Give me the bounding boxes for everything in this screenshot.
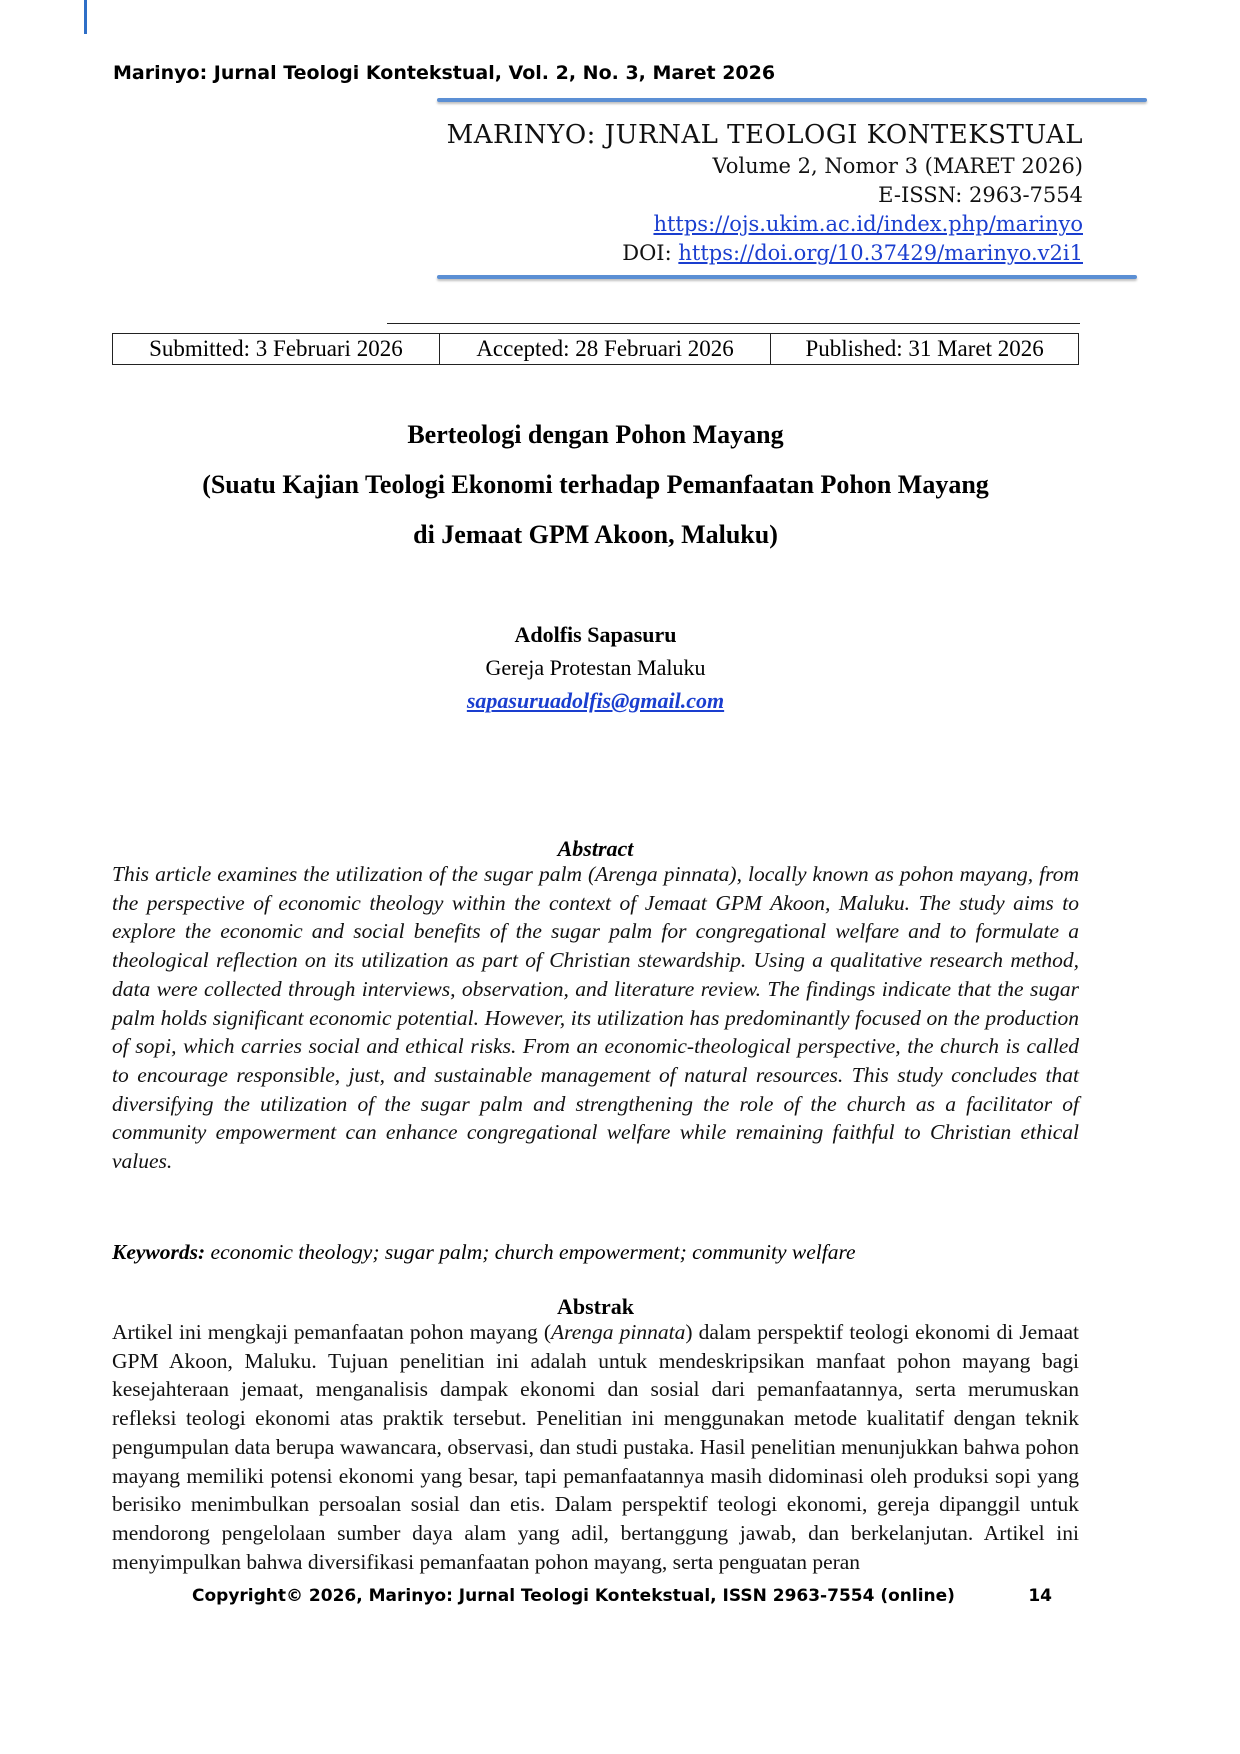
running-head: Marinyo: Jurnal Teologi Kontekstual, Vol. 2, No. 3, Maret 2026 xyxy=(113,62,776,84)
journal-title: MARINYO: JURNAL TEOLOGI KONTEKSTUAL xyxy=(446,120,1083,150)
masthead-bottom-rule xyxy=(437,275,1137,279)
journal-eissn: E-ISSN: 2963-7554 xyxy=(878,183,1083,207)
doi-link[interactable]: https://doi.org/10.37429/marinyo.v2i1 xyxy=(678,241,1083,265)
article-title-line-1: Berteologi dengan Pohon Mayang xyxy=(407,420,784,449)
article-title xyxy=(112,410,1079,560)
page-footer xyxy=(192,1586,1052,1606)
keywords xyxy=(112,1240,1079,1265)
keywords-label: Keywords: xyxy=(112,1240,206,1264)
corner-accent-bar xyxy=(84,0,87,34)
author-block xyxy=(112,618,1079,717)
masthead-top-rule xyxy=(437,98,1147,102)
submission-dates-table xyxy=(112,333,1079,365)
page-number: 14 xyxy=(1028,1586,1052,1606)
abstract-en-text: This article examines the utilization of the sugar palm (Arenga pinnata), locally known as pohon mayang, from the perspective of economic theology within the context of Jemaat GPM Akoon, Maluku. The study aims to explore the economic and social benefits of the sugar palm for congregational welfare and to formulate a theological reflection on its utilization as part of Christian stewardship. Using a qualitative research method, data were collected through interviews, observation, and literature review. The findings indicate that the sugar palm holds significant economic potential. However, its utilization has predominantly focused on the production of sopi, which carries social and ethical risks. From an economic-theological perspective, the church is called to encourage responsible, just, and sustainable management of natural resources. This study concludes that diversifying the utilization of the sugar palm and strengthening the role of the church as a facilitator of community empowerment can enhance congregational welfare while remaining faithful to Christian ethical values. xyxy=(112,862,1079,1174)
abstract-id-heading: Abstrak xyxy=(556,1294,634,1319)
article-title-line-3: di Jemaat GPM Akoon, Maluku) xyxy=(413,520,778,549)
masthead xyxy=(447,118,1083,268)
abstract-id-text-part-1: Artikel ini mengkaji pemanfaatan pohon mayang ( xyxy=(112,1320,552,1344)
footer-copyright: Copyright© 2026, Marinyo: Jurnal Teologi Kontekstual, ISSN 2963-7554 (online) xyxy=(192,1586,955,1606)
journal-url-link[interactable]: https://ojs.ukim.ac.id/index.php/marinyo xyxy=(653,212,1083,236)
abstract-id-text-part-2: ) dalam perspektif teologi ekonomi di Jemaat GPM Akoon, Maluku. Tujuan penelitian ini adalah untuk mendeskripsikan manfaat pohon mayang bagi kesejahteraan jemaat, menganalisis dampak ekonomi dan sosial dari pemanfaatannya, serta merumuskan refleksi teologi ekonomi atas praktik tersebut. Penelitian ini menggunakan metode kualitatif dengan teknik pengumpulan data berupa wawancara, observasi, dan studi pustaka. Hasil penelitian menunjukkan bahwa pohon mayang memiliki potensi ekonomi yang besar, tapi pemanfaatannya masih didominasi oleh produksi sopi yang berisiko menimbulkan persoalan sosial dan etis. Dalam perspektif teologi ekonomi, gereja dipanggil untuk mendorong pengelolaan sumber daya alam yang adil, bertanggung jawab, dan berkelanjutan. Artikel ini menyimpulkan bahwa diversifikasi pemanfaatan pohon mayang, serta penguatan peran xyxy=(112,1320,1080,1574)
separator-line xyxy=(387,323,1080,324)
author-affiliation: Gereja Protestan Maluku xyxy=(485,655,706,680)
accepted-date: Accepted: 28 Februari 2026 xyxy=(439,334,770,365)
abstract-id-species: Arenga pinnata xyxy=(551,1320,686,1344)
abstract-id-text xyxy=(112,1318,1079,1576)
published-date: Published: 31 Maret 2026 xyxy=(771,334,1079,365)
journal-volume: Volume 2, Nomor 3 (MARET 2026) xyxy=(712,154,1083,178)
abstract-en-heading: Abstract xyxy=(557,836,634,861)
keywords-text: economic theology; sugar palm; church empowerment; community welfare xyxy=(205,1240,856,1264)
doi-label: DOI: xyxy=(622,241,679,265)
submitted-date: Submitted: 3 Februari 2026 xyxy=(113,334,440,365)
article-title-line-2: (Suatu Kajian Teologi Ekonomi terhadap Pemanfaatan Pohon Mayang xyxy=(202,470,989,499)
author-name: Adolfis Sapasuru xyxy=(514,622,677,647)
author-email-link[interactable]: sapasuruadolfis@gmail.com xyxy=(466,688,725,713)
